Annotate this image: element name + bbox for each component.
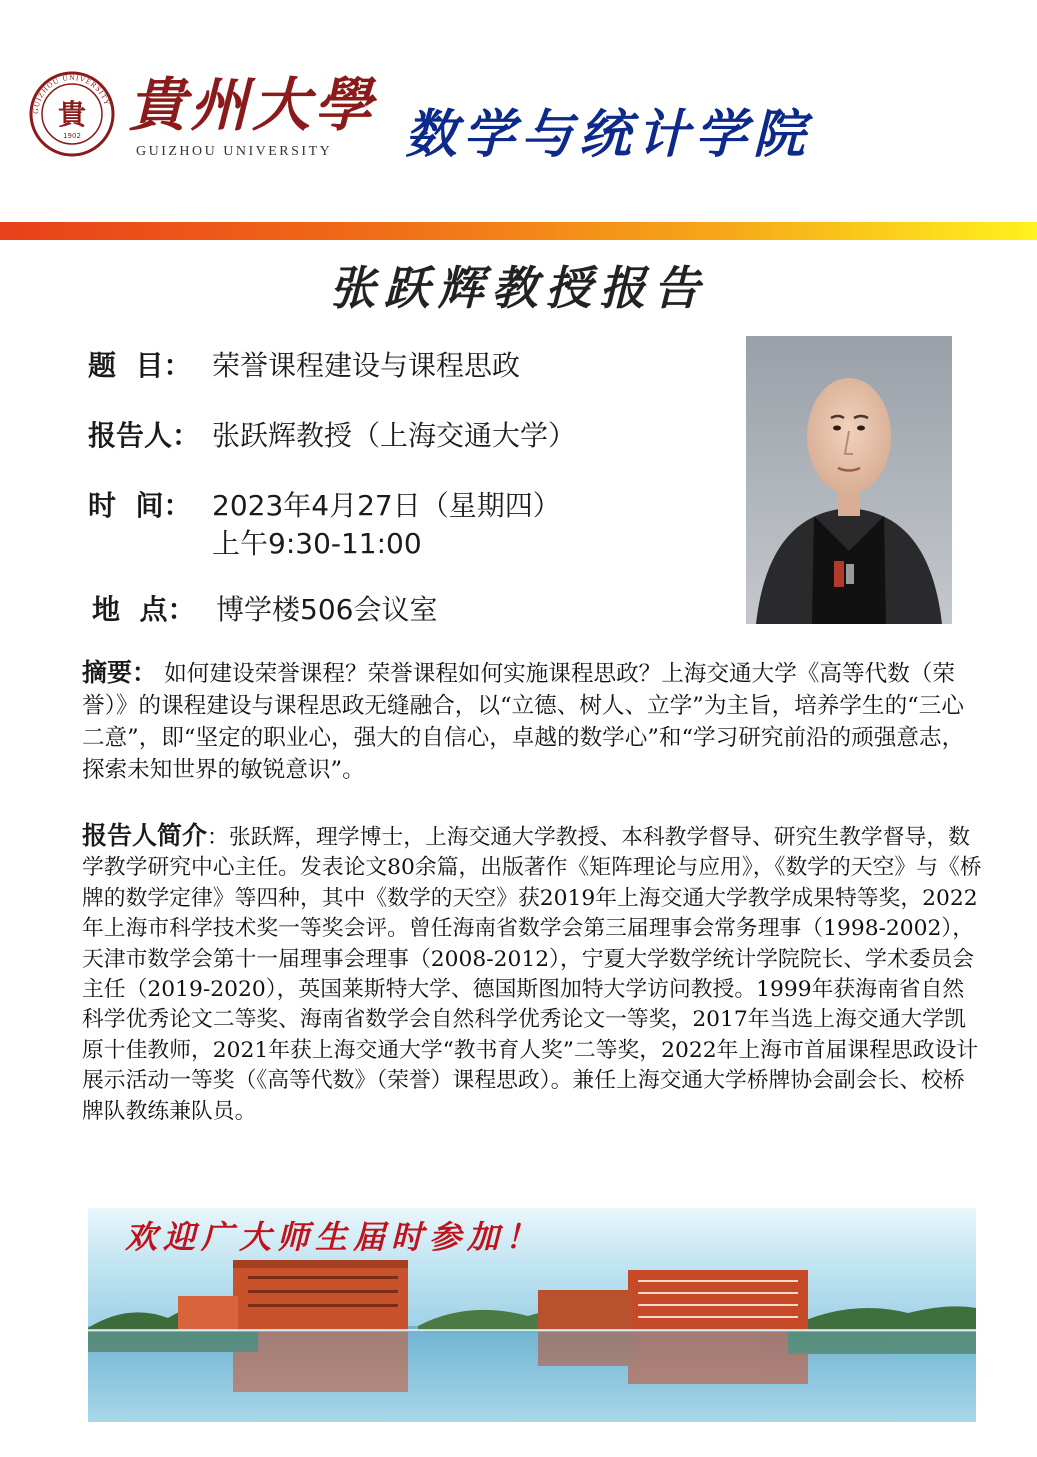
speaker-photo: [746, 336, 952, 624]
speaker-label: 报告人：: [88, 419, 201, 452]
header-gradient-bar: [0, 222, 1037, 240]
topic-label: 题 目：: [88, 349, 192, 382]
university-name-en: GUIZHOU UNIVERSITY: [136, 144, 333, 159]
bio-text: ：张跃辉，理学博士，上海交通大学教授、本科教学督导、研究生教学督导，数学教学研究中心主任。发表论文80余篇，出版著作《矩阵理论与应用》，《数学的天空》与《桥牌的数学定律》等四种，其中《数学的天空》获2019年上海交通大学教学成果特等奖，2022年上海市科学技术奖一等奖会评。曾任海南省数学会第三届理事会常务理事（1998-2002），天津市数学会第十一届理事会理事（2008-2012），宁夏大学数学统计学院院长、学术委员会主任（2019-2020），英国莱斯特大学、德国斯图加特大学访问教授。1999年获海南省自然科学优秀论文二等奖、海南省数学会自然科学优秀论文一等奖，2017年当选上海交通大学凯原十佳教师，2021年获上海交通大学“教书育人奖”二等奖，2022年上海市首届课程思政设计展示活动一等奖（《高等代数》（荣誉）课程思政）。兼任上海交通大学桥牌协会副会长、校桥牌队教练兼队员。: [82, 825, 982, 1124]
seal-year: 1902: [63, 132, 81, 140]
place-label: 地 点：: [92, 593, 196, 626]
abstract-label: 摘要：: [82, 658, 158, 687]
seal-glyph: 貴: [57, 98, 87, 131]
seal-ring-text: GUIZHOU UNIVERSITY: [30, 72, 112, 115]
time-hours: 上午9:30-11:00: [212, 527, 422, 560]
bio-label: 报告人简介: [82, 821, 208, 850]
university-name-cn: 貴州大學: [128, 71, 377, 139]
report-title: 张跃辉教授报告: [329, 261, 708, 315]
abstract-paragraph: [82, 657, 977, 786]
university-seal-logo: [28, 70, 116, 158]
welcome-message: 欢迎广大师生届时参加！: [125, 1218, 544, 1256]
speaker-value: 张跃辉教授（上海交通大学）: [212, 419, 577, 452]
college-name: 数学与统计学院: [405, 104, 812, 165]
bio-paragraph: [82, 821, 982, 1127]
time-label: 时 间：: [88, 489, 192, 522]
time-date: 2023年4月27日（星期四）: [212, 489, 561, 522]
place-value: 博学楼506会议室: [216, 593, 438, 626]
topic-value: 荣誉课程建设与课程思政: [212, 349, 521, 382]
abstract-text: 如何建设荣誉课程？荣誉课程如何实施课程思政？上海交通大学《高等代数（荣誉）》的课程建设与课程思政无缝融合，以“立德、树人、立学”为主旨，培养学生的“三心二意”，即“坚定的职业心，强大的自信心，卓越的数学心”和“学习研究前沿的顽强意志，探索未知世界的敏锐意识”。: [82, 661, 965, 783]
